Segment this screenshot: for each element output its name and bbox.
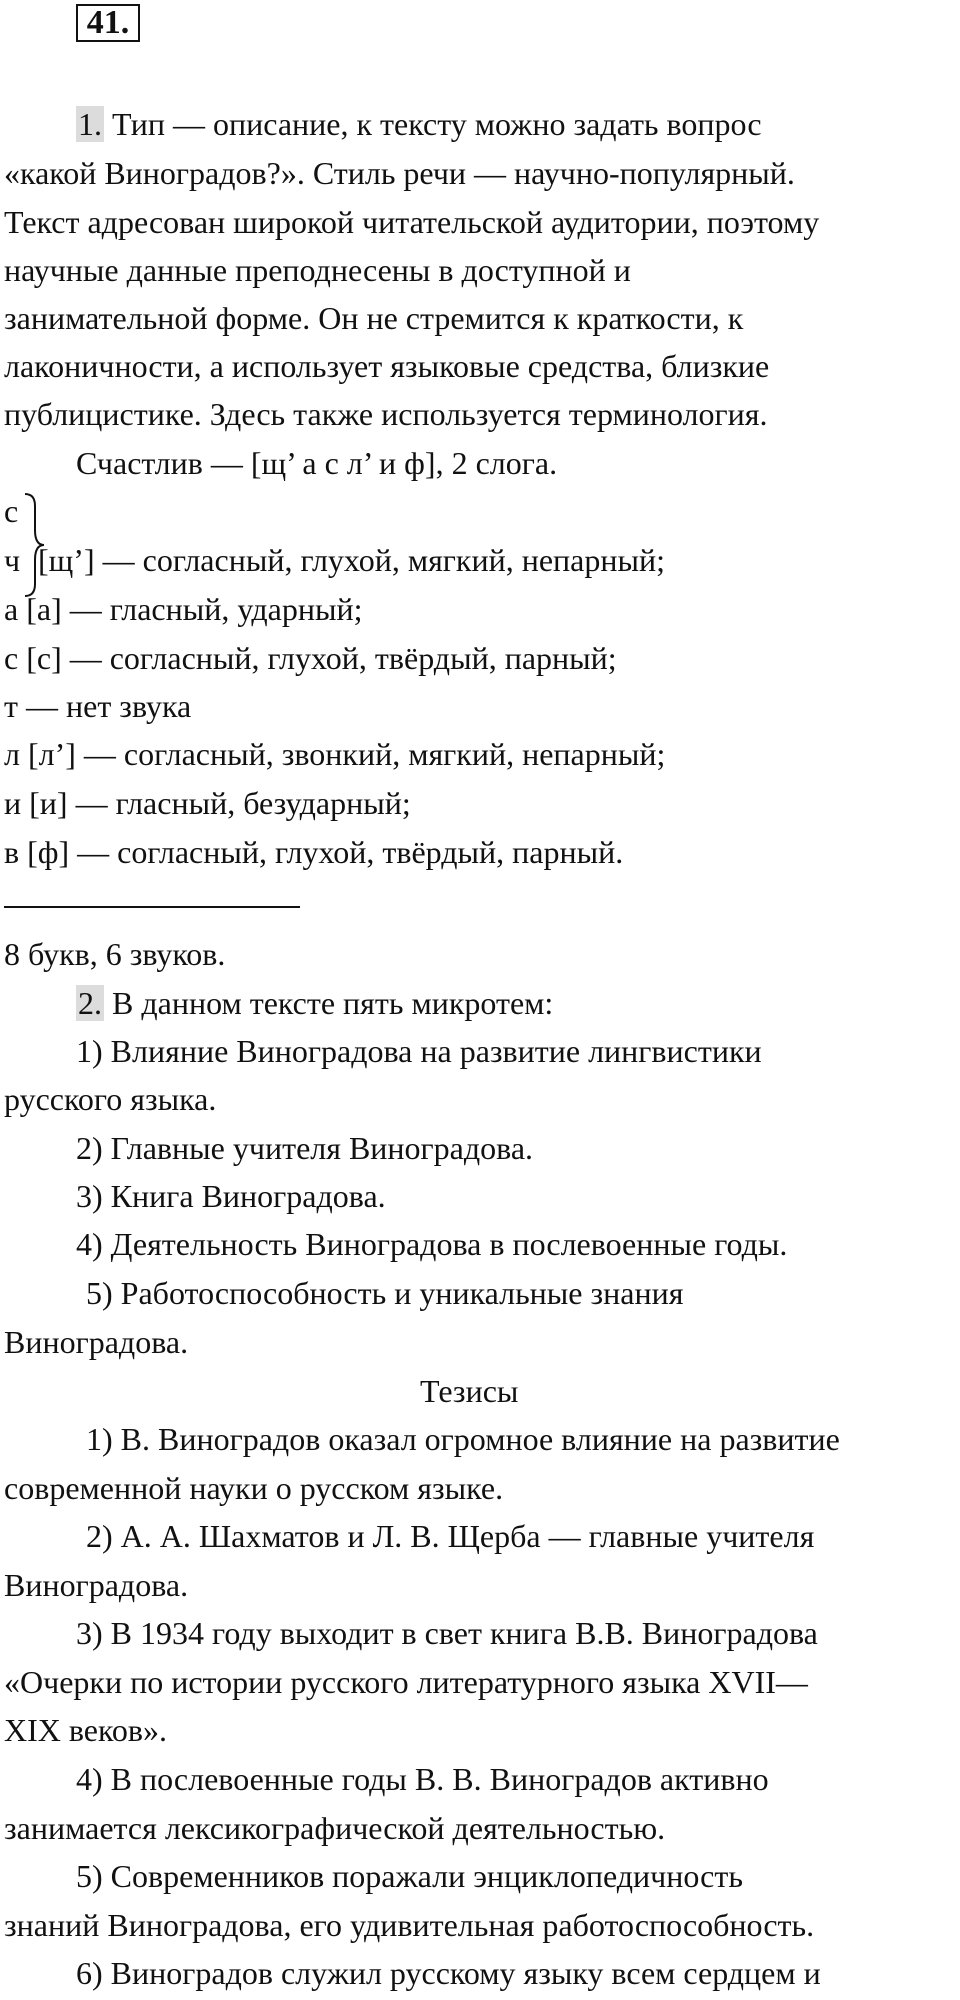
thesis-line-5: 3) В 1934 году выходит в свет книга В.В. Виноградова: [76, 1615, 818, 1651]
letter-s: с: [4, 493, 19, 529]
letters-sounds-summary: 8 букв, 6 звуков.: [4, 936, 226, 972]
microtopic-line-2: русского языка.: [4, 1081, 217, 1117]
microtopic-line-4: 3) Книга Виноградова.: [76, 1178, 386, 1214]
divider-line: [4, 906, 300, 908]
thesis-line-9: занимается лексикографической деятельностью.: [4, 1810, 666, 1846]
sound-s-line: с [с] — согласный, глухой, твёрдый, парный;: [4, 640, 617, 676]
microtopic-line-3: 2) Главные учителя Виноградова.: [76, 1130, 534, 1166]
thesis-line-3: 2) А. А. Шахматов и Л. В. Щерба — главные учителя: [86, 1518, 815, 1554]
part1-marker: 1.: [78, 106, 102, 142]
thesis-line-1: 1) В. Виноградов оказал огромное влияние на развитие: [86, 1421, 840, 1457]
part1-line-2: «какой Виноградов?». Стиль речи — научно-популярный.: [4, 155, 795, 191]
sound-i-line: и [и] — гласный, безударный;: [4, 785, 411, 821]
thesis-line-4: Виноградова.: [4, 1567, 189, 1603]
thesis-line-2: современной науки о русском языке.: [4, 1470, 504, 1506]
thesis-line-10: 5) Современников поражали энциклопедичность: [76, 1858, 743, 1894]
thesis-line-11: знаний Виноградова, его удивительная работоспособность.: [4, 1907, 815, 1943]
thesis-line-8: 4) В послевоенные годы В. В. Виноградов активно: [76, 1761, 769, 1797]
sound-a-line: а [а] — гласный, ударный;: [4, 591, 363, 627]
sound-l-line: л [л’] — согласный, звонкий, мягкий, непарный;: [4, 736, 666, 772]
phonetic-heading: Счастлив — [щ’ а с л’ и ф], 2 слога.: [76, 445, 558, 481]
thesis-line-6: «Очерки по истории русского литературного языка XVII—: [4, 1664, 808, 1700]
part2-intro: [76, 983, 553, 1023]
microtopic-line-6: 5) Работоспособность и уникальные знания: [86, 1275, 684, 1311]
part1-line-7: публицистике. Здесь также используется терминология.: [4, 396, 768, 432]
theses-heading: Тезисы: [420, 1373, 519, 1409]
microtopic-line-7: Виноградова.: [4, 1324, 189, 1360]
microtopic-line-5: 4) Деятельность Виноградова в послевоенные годы.: [76, 1226, 788, 1262]
letter-ch: ч: [4, 542, 21, 578]
exercise-number: 41.: [76, 4, 140, 42]
thesis-line-12: 6) Виноградов служил русскому языку всем сердцем и: [76, 1955, 821, 1991]
part1-line-3: Текст адресован широкой читательской аудитории, поэтому: [4, 204, 820, 240]
part2-intro-text: В данном тексте пять микротем:: [104, 985, 554, 1021]
sound-t-line: т — нет звука: [4, 688, 192, 724]
part1-line-5: занимательной форме. Он не стремится к краткости, к: [4, 300, 744, 336]
microtopic-line-1: 1) Влияние Виноградова на развитие лингвистики: [76, 1033, 762, 1069]
part1-line-4: научные данные преподнесены в доступной и: [4, 252, 631, 288]
sound-shch-line: [щ’] — согласный, глухой, мягкий, непарный;: [38, 542, 665, 578]
part2-marker: 2.: [78, 985, 102, 1021]
part1-line-1-text: Тип — описание, к тексту можно задать вопрос: [104, 106, 762, 142]
part1-line-1: [76, 104, 762, 144]
thesis-line-7: XIX веков».: [4, 1712, 168, 1748]
sound-v-line: в [ф] — согласный, глухой, твёрдый, парный.: [4, 834, 624, 870]
part1-line-6: лаконичности, а использует языковые средства, близкие: [4, 348, 770, 384]
